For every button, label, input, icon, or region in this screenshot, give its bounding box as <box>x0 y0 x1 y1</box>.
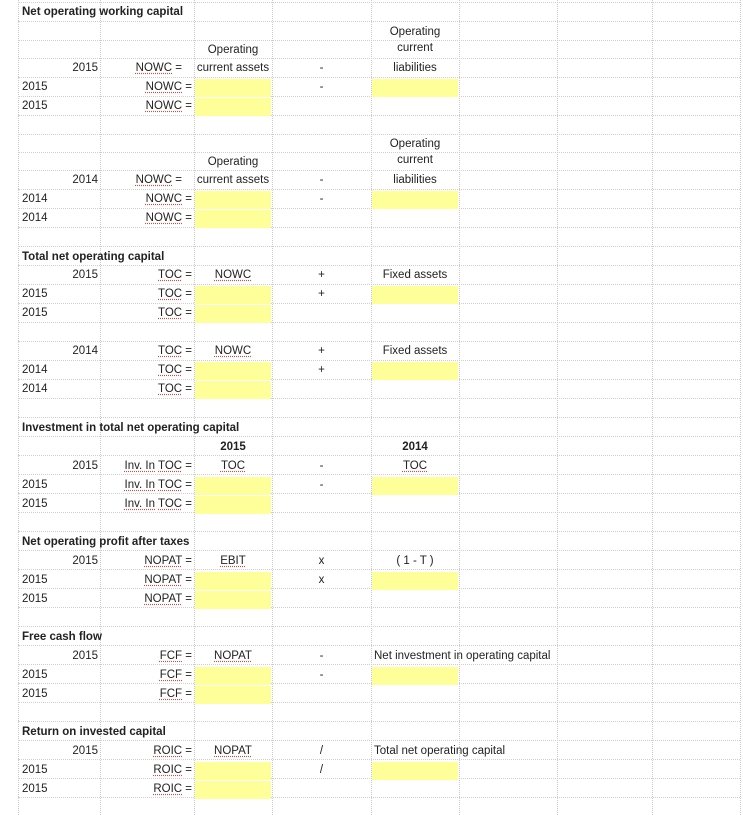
formula-label: TOC = <box>158 383 192 395</box>
year-label: 2014 <box>72 174 98 186</box>
grid-line <box>18 702 740 703</box>
header-current-liabilities-line3: liabilities <box>393 62 437 74</box>
grid-line <box>18 759 740 760</box>
term-label: TOC <box>402 460 428 472</box>
operator: x <box>318 574 325 586</box>
formula-label: ROIC = <box>153 783 192 795</box>
year-label: 2015 <box>22 498 48 510</box>
formula-label: NOWC = <box>145 212 192 224</box>
formula-label: NOPAT = <box>144 593 192 605</box>
section-title-fcf: Free cash flow <box>22 631 102 643</box>
grid-line <box>18 360 740 361</box>
year-label: 2015 <box>22 574 48 586</box>
year-label: 2015 <box>22 100 48 112</box>
formula-label: NOWC = <box>135 62 182 74</box>
year-label: 2015 <box>22 783 48 795</box>
grid-line <box>557 0 558 815</box>
grid-line <box>18 664 740 665</box>
input-cell[interactable] <box>195 667 271 685</box>
header-current-liabilities: Operating current <box>389 26 441 54</box>
operator: - <box>319 174 324 186</box>
operator: / <box>319 764 324 776</box>
column-header-2014: 2014 <box>402 441 428 453</box>
formula-label: TOC = <box>158 364 192 376</box>
input-cell[interactable] <box>195 191 271 209</box>
grid-line <box>18 170 740 171</box>
operator: + <box>318 345 325 357</box>
section-title-roic: Return on invested capital <box>22 726 166 738</box>
formula-label: NOWC = <box>135 174 182 186</box>
formula-label: NOWC = <box>145 100 192 112</box>
input-cell[interactable] <box>195 79 271 97</box>
year-label: 2014 <box>22 383 48 395</box>
year-label: 2014 <box>22 212 48 224</box>
input-cell[interactable] <box>195 496 271 514</box>
grid-line <box>18 645 740 646</box>
grid-line <box>272 0 273 815</box>
term-label: NOPAT <box>214 745 252 757</box>
year-label: 2015 <box>22 81 48 93</box>
term-label: Fixed assets <box>382 269 448 281</box>
year-label: 2015 <box>22 669 48 681</box>
grid-line <box>18 2 740 3</box>
grid-line <box>18 474 740 475</box>
input-cell[interactable] <box>195 477 271 495</box>
formula-label: FCF = <box>159 669 192 681</box>
formula-label: Inv. In TOC = <box>124 479 192 491</box>
term-label: Total net operating capital <box>374 745 506 757</box>
year-label: 2015 <box>72 745 98 757</box>
input-cell[interactable] <box>372 362 458 380</box>
grid-line <box>18 626 740 627</box>
formula-label: TOC = <box>158 345 192 357</box>
input-cell[interactable] <box>195 762 271 780</box>
operator: - <box>319 193 324 205</box>
formula-label: ROIC = <box>153 745 192 757</box>
grid-line <box>18 455 740 456</box>
operator: - <box>319 460 324 472</box>
year-label: 2014 <box>22 193 48 205</box>
input-cell[interactable] <box>372 477 458 495</box>
year-label: 2015 <box>22 479 48 491</box>
grid-line <box>18 58 740 59</box>
grid-line <box>18 322 740 323</box>
year-label: 2015 <box>72 555 98 567</box>
header-current-assets-line2: current assets <box>196 174 270 186</box>
grid-line <box>18 189 740 190</box>
grid-line <box>18 607 740 608</box>
grid-line <box>652 0 653 815</box>
section-title-nopat: Net operating profit after taxes <box>22 536 190 548</box>
year-label: 2014 <box>22 364 48 376</box>
term-label: NOPAT <box>214 650 252 662</box>
header-current-liabilities-line3: liabilities <box>393 174 437 186</box>
grid-line <box>18 21 740 22</box>
grid-line <box>18 531 740 532</box>
term-label: ( 1 - T ) <box>396 555 434 567</box>
input-cell[interactable] <box>195 286 271 304</box>
term-label: NOWC <box>214 345 252 357</box>
input-cell[interactable] <box>195 781 271 799</box>
formula-label: Inv. In TOC = <box>124 460 192 472</box>
formula-label: FCF = <box>159 650 192 662</box>
year-label: 2014 <box>72 345 98 357</box>
input-cell[interactable] <box>195 210 271 228</box>
term-label: NOWC <box>214 269 252 281</box>
formula-label: NOWC = <box>145 193 192 205</box>
term-label: TOC <box>220 460 246 472</box>
operator: - <box>319 479 324 491</box>
grid-line <box>18 341 740 342</box>
formula-label: NOPAT = <box>144 555 192 567</box>
year-label: 2015 <box>22 288 48 300</box>
operator: - <box>319 669 324 681</box>
formula-label: ROIC = <box>153 764 192 776</box>
input-cell[interactable] <box>372 191 458 209</box>
operator: - <box>319 650 324 662</box>
operator: + <box>318 364 325 376</box>
section-title-toc: Total net operating capital <box>22 251 165 263</box>
operator: + <box>318 269 325 281</box>
input-cell[interactable] <box>372 79 458 97</box>
column-header-2015: 2015 <box>220 441 246 453</box>
formula-label: TOC = <box>158 269 192 281</box>
grid-line <box>18 265 740 266</box>
grid-line <box>18 246 740 247</box>
grid-line <box>18 740 740 741</box>
grid-line <box>18 115 740 116</box>
input-cell[interactable] <box>195 686 271 704</box>
grid-line <box>18 436 740 437</box>
formula-label: NOPAT = <box>144 574 192 586</box>
input-cell[interactable] <box>195 381 271 399</box>
grid-line <box>18 227 740 228</box>
input-cell[interactable] <box>195 572 271 590</box>
section-title-nowc: Net operating working capital <box>22 6 184 18</box>
formula-label: NOWC = <box>145 81 192 93</box>
year-label: 2015 <box>22 307 48 319</box>
grid-line <box>740 0 741 815</box>
grid-line <box>18 512 740 513</box>
year-label: 2015 <box>72 460 98 472</box>
header-current-assets-line1: Operating <box>207 156 259 168</box>
grid-line <box>18 398 740 399</box>
grid-line <box>18 284 740 285</box>
input-cell[interactable] <box>195 98 271 116</box>
header-current-assets-line1: Operating <box>207 44 259 56</box>
header-current-assets-line2: current assets <box>196 62 270 74</box>
operator: / <box>319 745 324 757</box>
formula-label: TOC = <box>158 307 192 319</box>
formula-label: TOC = <box>158 288 192 300</box>
operator: x <box>318 555 325 567</box>
grid-line <box>18 417 740 418</box>
input-cell[interactable] <box>372 572 458 590</box>
formula-label: Inv. In TOC = <box>124 498 192 510</box>
grid-line <box>18 134 740 135</box>
year-label: 2015 <box>22 593 48 605</box>
operator: + <box>318 288 325 300</box>
grid-line <box>18 797 740 798</box>
year-label: 2015 <box>22 688 48 700</box>
header-current-liabilities: Operating current <box>389 138 441 166</box>
term-label: Fixed assets <box>382 345 448 357</box>
term-label: Net investment in operating capital <box>374 650 551 662</box>
grid-line <box>18 0 19 815</box>
section-title-investment: Investment in total net operating capital <box>22 422 240 434</box>
input-cell[interactable] <box>372 667 458 685</box>
operator: - <box>319 81 324 93</box>
year-label: 2015 <box>22 764 48 776</box>
year-label: 2015 <box>72 269 98 281</box>
grid-line <box>18 77 740 78</box>
formula-label: FCF = <box>159 688 192 700</box>
grid-line <box>459 0 460 815</box>
grid-line <box>18 569 740 570</box>
input-cell[interactable] <box>195 591 271 609</box>
term-label: EBIT <box>220 555 246 567</box>
operator: - <box>319 62 324 74</box>
input-cell[interactable] <box>195 305 271 323</box>
grid-line <box>371 0 372 815</box>
input-cell[interactable] <box>372 286 458 304</box>
input-cell[interactable] <box>195 362 271 380</box>
grid-line <box>18 550 740 551</box>
year-label: 2015 <box>72 62 98 74</box>
grid-line <box>18 721 740 722</box>
year-label: 2015 <box>72 650 98 662</box>
input-cell[interactable] <box>372 762 458 780</box>
